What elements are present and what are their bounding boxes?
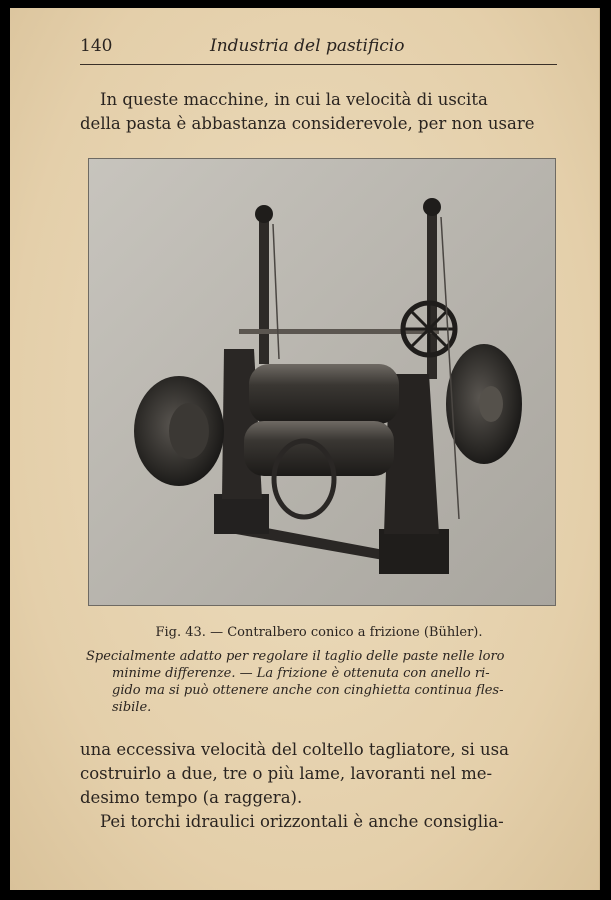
text-line: desimo tempo (a raggera). [80, 788, 303, 807]
paragraph-bottom [80, 738, 558, 834]
text-line: Pei torchi idraulici orizzontali è anche consiglia- [100, 812, 504, 831]
text-line: della pasta è abbastanza considerevole, per non usare [80, 114, 535, 133]
machine-illustration [89, 159, 555, 605]
caption-line: minime differenze. — La frizione è ottenuta con anello ri- [112, 666, 490, 681]
running-head: Industria del pastificio [210, 36, 405, 56]
caption-line: gido ma si può ottenere anche con cinghietta continua fles- [112, 683, 504, 698]
machine-photograph [88, 158, 556, 606]
caption-line: sibile. [112, 700, 152, 715]
figure-caption-title: Fig. 43. — Contralbero conico a frizione (Bühler). [155, 625, 483, 640]
paragraph-top [80, 88, 558, 136]
page-header [80, 36, 557, 65]
book-page [10, 8, 600, 890]
text-line: una eccessiva velocità del coltello tagliatore, si usa [80, 740, 509, 759]
page-number: 140 [80, 36, 113, 56]
text-line: In queste macchine, in cui la velocità di uscita [100, 90, 488, 109]
caption-line: Specialmente adatto per regolare il taglio delle paste nelle loro [86, 649, 505, 664]
figure-caption-description [86, 648, 564, 716]
text-line: costruirlo a due, tre o più lame, lavoranti nel me- [80, 764, 493, 783]
